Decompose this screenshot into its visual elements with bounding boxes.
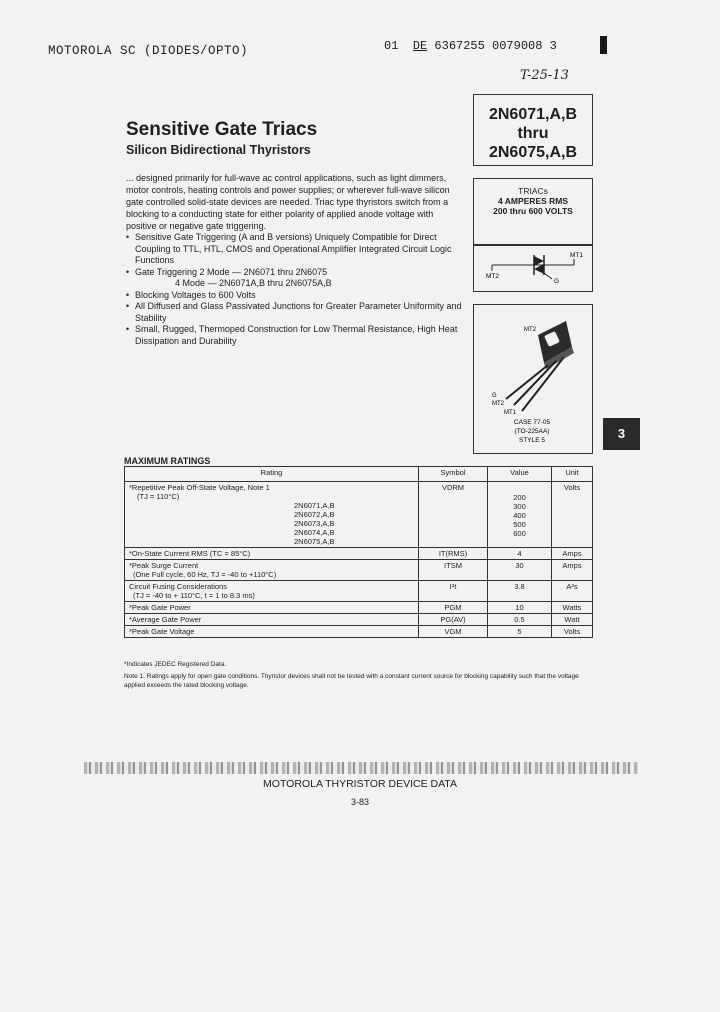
rating-value: 30 <box>488 560 552 581</box>
triac-line-1: TRIACs <box>518 186 548 196</box>
feature-item: • All Diffused and Glass Passivated Junctions for Greater Parameter Uniformity and Stability <box>126 301 466 324</box>
header-unit: Unit <box>552 467 593 482</box>
section-tab: 3 <box>603 418 640 450</box>
package-pin-mt2: MT2 <box>492 401 504 407</box>
rating-value: 10 <box>488 602 552 614</box>
header-code-c: 6367255 0079008 3 <box>434 39 557 53</box>
header-code-b: DE <box>412 39 428 53</box>
rating-value: 5 <box>488 626 552 638</box>
intro-paragraph: ... designed primarily for full-wave ac control applications, such as light dimmers, motor controls, heating controls and power supplies; or wherever full-wave silicon gate controlled solid-state devices are needed. Triac type thyristors switch from a blocking to a conducting state for either polarity of applied anode voltage with positive or negative gate triggering. <box>126 173 450 231</box>
rating-name: *Peak Surge Current <box>129 561 199 570</box>
rating-symbol: PG(AV) <box>419 614 488 626</box>
feature-list <box>126 232 466 347</box>
part-row: 2N6075,A,B <box>294 537 335 546</box>
feature-item: • Sensitive Gate Triggering (A and B versions) Uniquely Compatible for Direct Coupling to TTL, HTL, CMOS and Operational Amplifier Integrated Circuit Logic Functions <box>126 232 466 267</box>
part-row: 2N6071,A,B <box>294 501 335 510</box>
part-number-box <box>473 94 593 166</box>
rating-unit: Watts <box>552 602 593 614</box>
jedec-note: *Indicates JEDEC Registered Data. <box>124 661 227 668</box>
rating-unit: Watt <box>552 614 593 626</box>
rating-value: 3.8 <box>488 581 552 602</box>
part-line-1: 2N6071,A,B <box>488 106 578 123</box>
triac-symbol-box <box>473 244 593 292</box>
feature-item: • Small, Rugged, Thermoped Construction for Low Thermal Resistance, High Heat Dissipation and Durability <box>126 324 466 347</box>
value-row: 500 <box>513 520 526 529</box>
table-row <box>125 482 593 548</box>
rating-symbol: IT(RMS) <box>419 548 488 560</box>
header-rating: Rating <box>125 467 419 482</box>
rating-values <box>492 483 547 538</box>
rating-name: *Repetitive Peak Off-State Voltage, Note 1 <box>129 483 270 492</box>
symbol-g-label: G <box>554 278 560 285</box>
rating-cond: (One Full cycle, 60 Hz, TJ = -40 to +110°C) <box>133 570 277 579</box>
table-header-row <box>125 467 593 482</box>
scan-artifact-band <box>84 762 638 774</box>
rating-symbol: VDRM <box>419 482 488 548</box>
feature-item: • Gate Triggering 2 Mode — 2N6071 thru 2N6075 <box>126 267 466 279</box>
max-ratings-table <box>124 466 593 638</box>
header-black-mark <box>600 36 607 54</box>
header-symbol: Symbol <box>419 467 488 482</box>
rating-name: Circuit Fusing Considerations <box>129 582 227 591</box>
rating-parts <box>129 501 414 546</box>
table-row <box>125 560 593 581</box>
max-ratings-title: MAXIMUM RATINGS <box>124 456 211 466</box>
triac-symbol-icon <box>474 245 592 291</box>
rating-name: *On-State Current RMS (TC = 85°C) <box>125 548 419 560</box>
rating-unit: Amps <box>552 548 593 560</box>
package-pin-g: G <box>492 393 497 399</box>
page-number: 3-83 <box>350 797 369 807</box>
value-row: 200 <box>513 493 526 502</box>
triac-spec-box <box>473 178 593 246</box>
page-subtitle: Silicon Bidirectional Thyristors <box>126 143 311 157</box>
symbol-mt1-label: MT1 <box>570 252 583 259</box>
header-code-a: 01 <box>384 39 399 53</box>
table-row <box>125 581 593 602</box>
rating-unit: A²s <box>552 581 593 602</box>
value-row: 300 <box>513 502 526 511</box>
rating-cond: (TJ = -40 to + 110°C, t = 1 to 8.3 ms) <box>133 591 255 600</box>
table-row <box>125 626 593 638</box>
rating-cond: (TJ = 110°C) <box>137 492 180 501</box>
symbol-mt2-label: MT2 <box>486 273 499 280</box>
rating-symbol: I²t <box>419 581 488 602</box>
triac-line-2: 4 AMPERES RMS <box>497 196 569 206</box>
feature-item: 4 Mode — 2N6071A,B thru 2N6075A,B <box>175 278 332 288</box>
header-value: Value <box>488 467 552 482</box>
value-row: 600 <box>513 529 526 538</box>
table-row <box>125 614 593 626</box>
page-title: Sensitive Gate Triacs <box>126 119 318 140</box>
handwritten-note: T-25-13 <box>520 68 569 83</box>
header-left-text: MOTOROLA SC (DIODES/OPTO) <box>48 44 249 58</box>
rating-symbol: PGM <box>419 602 488 614</box>
package-style: STYLE 5 <box>518 437 546 444</box>
rating-name: *Peak Gate Voltage <box>125 626 419 638</box>
package-pin-mt1: MT1 <box>504 410 516 416</box>
note-1: Note 1. Ratings apply for open gate conditions. Thyristor devices shall not be tested with a constant current source for blocking capability such that the voltage applied exceeds the rated blocking voltage. <box>124 673 579 689</box>
value-row: 400 <box>513 511 526 520</box>
rating-value: 0.5 <box>488 614 552 626</box>
rating-name: *Average Gate Power <box>125 614 419 626</box>
rating-symbol: VGM <box>419 626 488 638</box>
part-line-2: thru <box>517 125 549 142</box>
package-to: (TO-225AA) <box>514 428 550 435</box>
part-row: 2N6073,A,B <box>294 519 335 528</box>
part-row: 2N6074,A,B <box>294 528 335 537</box>
to225-package-icon <box>474 305 592 453</box>
rating-value: 4 <box>488 548 552 560</box>
package-mt2-top: MT2 <box>524 327 536 333</box>
part-line-3: 2N6075,A,B <box>488 144 578 161</box>
rating-symbol: ITSM <box>419 560 488 581</box>
footer-title: MOTOROLA THYRISTOR DEVICE DATA <box>263 778 457 790</box>
rating-name: *Peak Gate Power <box>125 602 419 614</box>
rating-unit: Volts <box>552 626 593 638</box>
part-row: 2N6072,A,B <box>294 510 335 519</box>
package-box <box>473 304 593 454</box>
rating-unit: Volts <box>552 482 593 548</box>
triac-line-3: 200 thru 600 VOLTS <box>493 206 573 216</box>
table-row <box>125 602 593 614</box>
package-case: CASE 77-05 <box>513 419 551 426</box>
rating-unit: Amps <box>552 560 593 581</box>
feature-item: • Blocking Voltages to 600 Volts <box>126 290 466 302</box>
table-row <box>125 548 593 560</box>
header-code <box>384 39 557 53</box>
